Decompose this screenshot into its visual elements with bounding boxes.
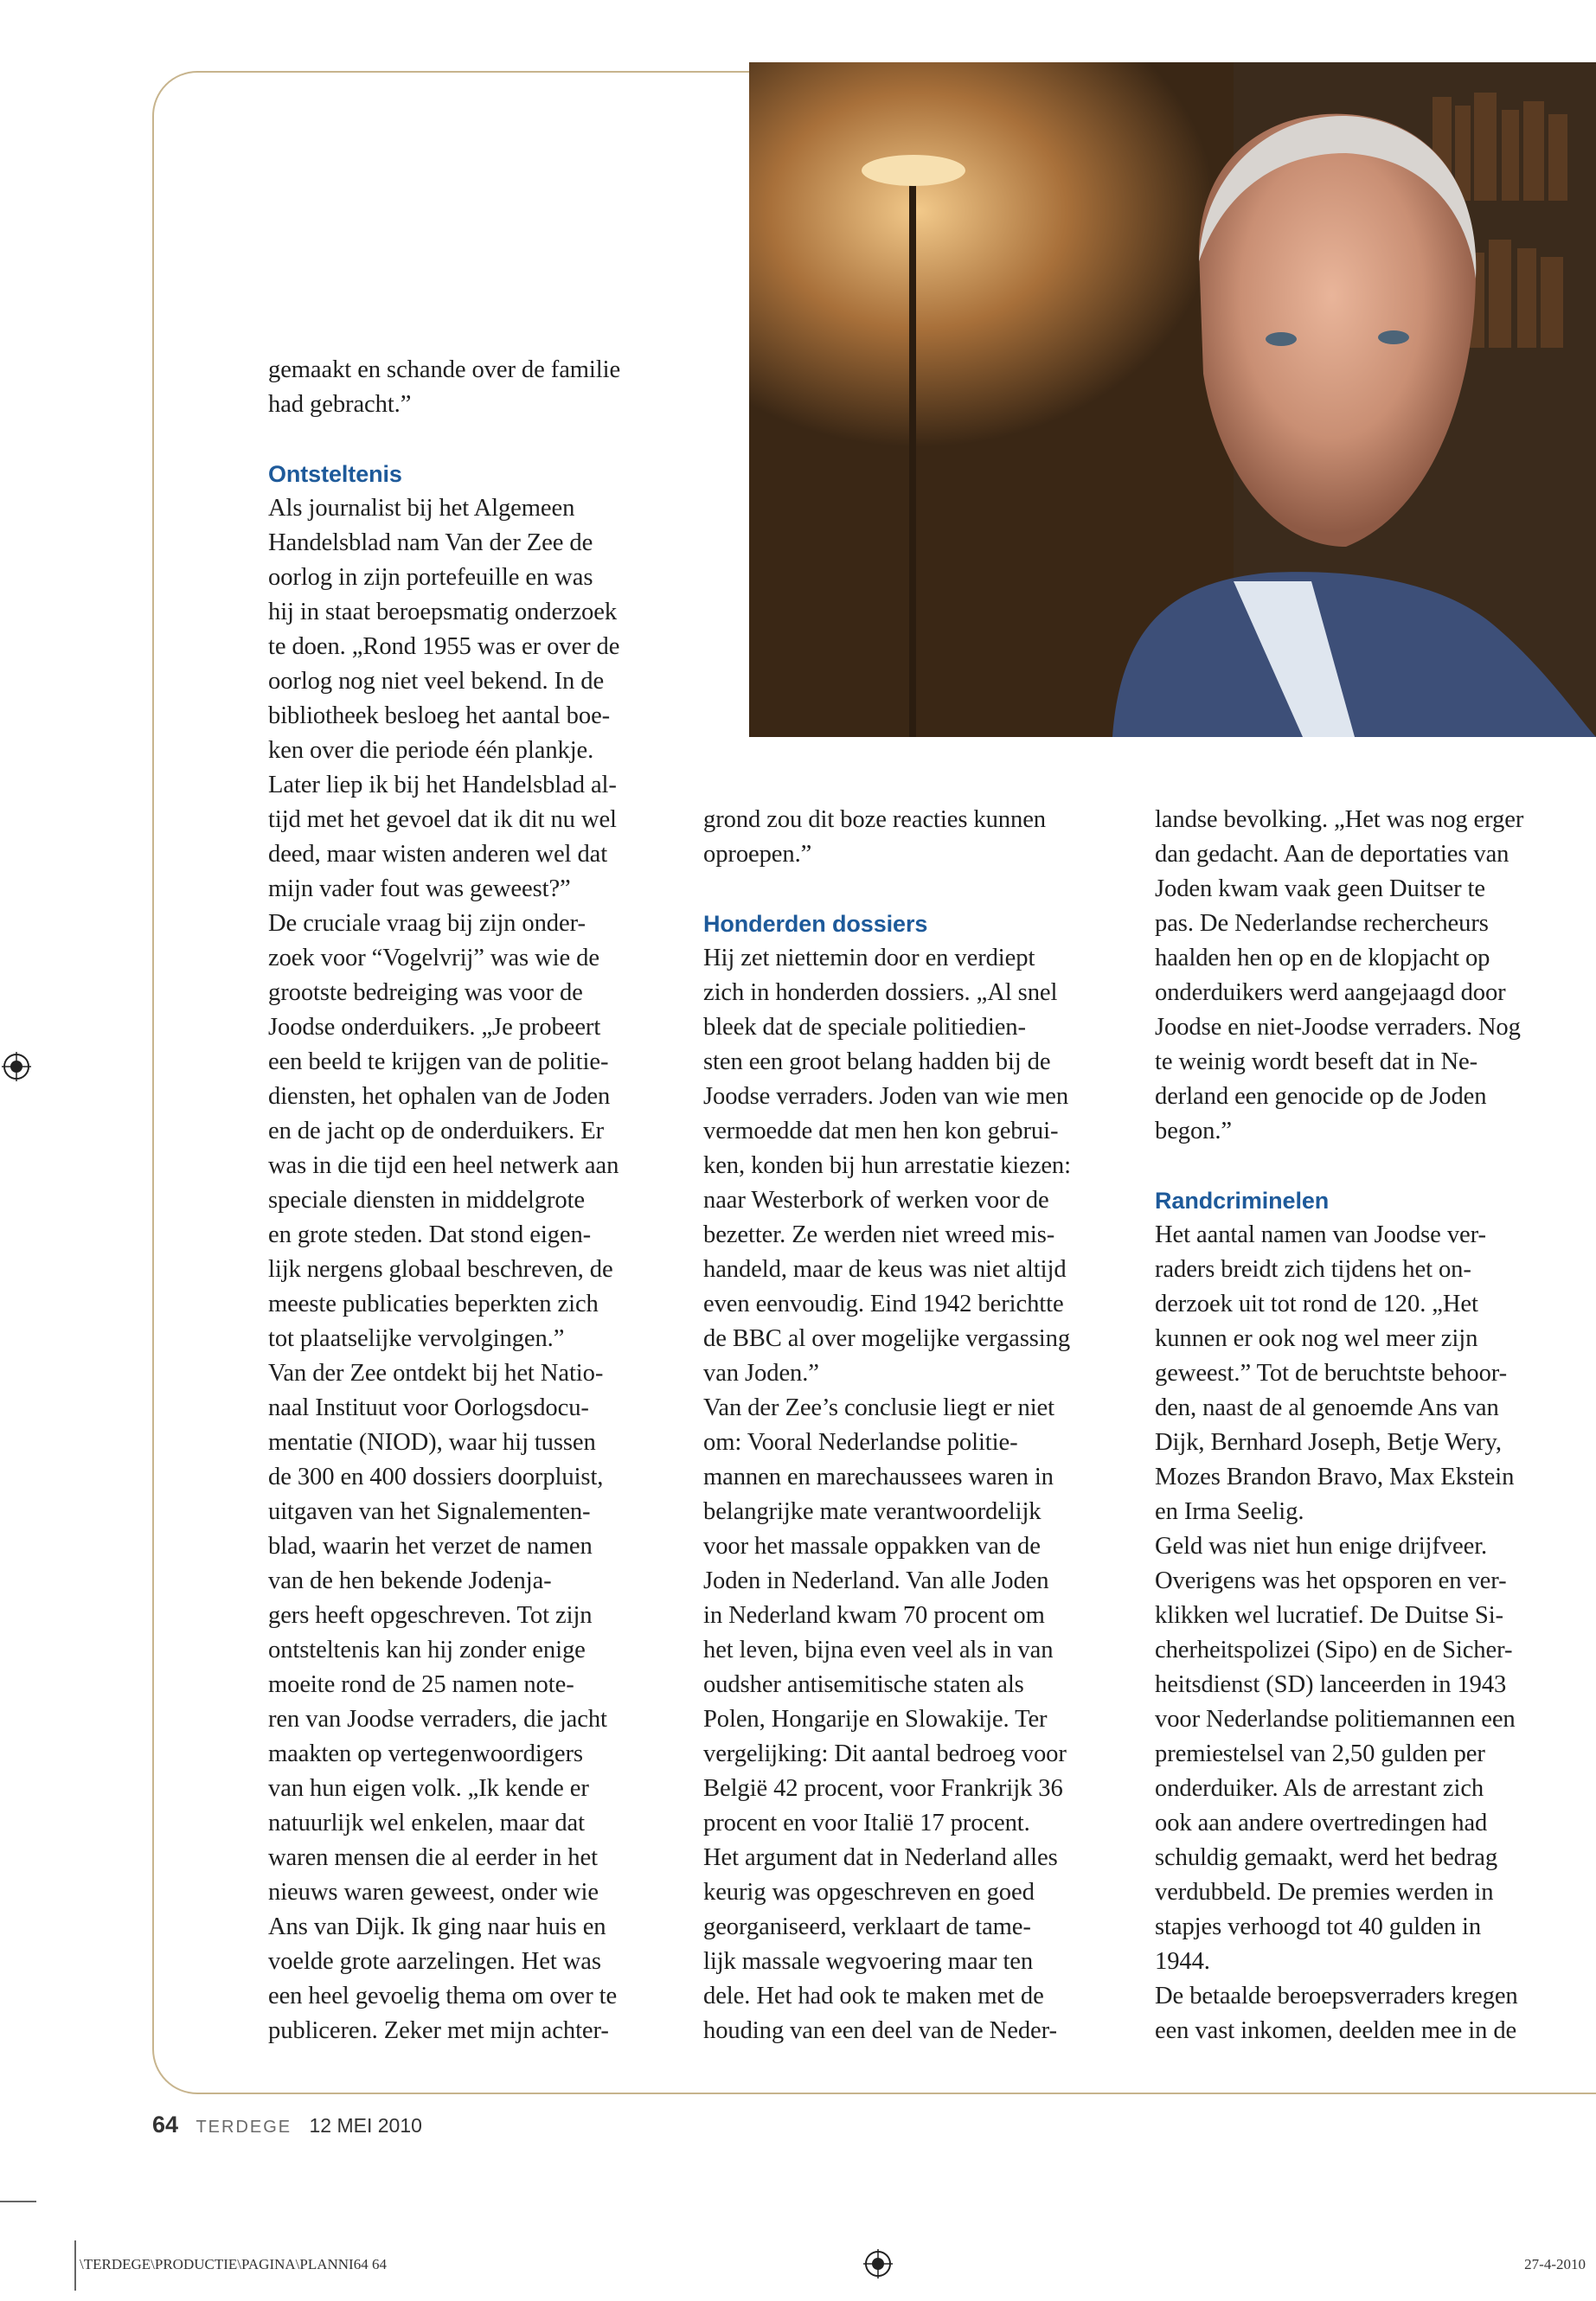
text-line: landse bevolking. „Het was nog erger (1155, 806, 1524, 833)
text-line: mentatie (NIOD), waar hij tussen (268, 1429, 596, 1456)
page-footer (152, 2107, 422, 2142)
text-line: dan gedacht. Aan de deportaties van (1155, 841, 1509, 868)
text-line: te doen. „Rond 1955 was er over de (268, 633, 620, 660)
text-line: schuldig gemaakt, werd het bedrag (1155, 1844, 1498, 1871)
text-line: naal Instituut voor Oorlogsdocu- (268, 1394, 589, 1421)
text-line: gers heeft opgeschreven. Tot zijn (268, 1602, 593, 1629)
text-line: ontsteltenis kan hij zonder enige (268, 1637, 586, 1663)
text-line: voelde grote aarzelingen. Het was (268, 1948, 601, 1975)
text-line: kunnen er ook nog wel meer zijn (1155, 1325, 1478, 1352)
text-line: had gebracht.” (268, 391, 412, 418)
text-line: Joodse verraders. Joden van wie men (703, 1083, 1069, 1110)
text-line: Van der Zee’s conclusie liegt er niet (703, 1394, 1054, 1421)
text-line: te weinig wordt beseft dat in Ne- (1155, 1048, 1478, 1075)
text-line: Joden kwam vaak geen Duitser te (1155, 875, 1485, 902)
text-line: voor het massale oppakken van de (703, 1533, 1041, 1560)
text-line: lijk massale wegvoering maar ten (703, 1948, 1034, 1975)
text-line: een heel gevoelig thema om over te (268, 1983, 618, 2009)
portrait-photo-graphic (749, 62, 1596, 737)
text-line: grond zou dit boze reacties kunnen (703, 806, 1046, 833)
text-line: Het aantal namen van Joodse ver- (1155, 1221, 1486, 1248)
text-line: maakten op vertegenwoordigers (268, 1740, 583, 1767)
text-line: om: Vooral Nederlandse politie- (703, 1429, 1018, 1456)
text-line: stapjes verhoogd tot 40 gulden in (1155, 1913, 1482, 1940)
text-line: lijk nergens globaal beschreven, de (268, 1256, 613, 1283)
text-line: en grote steden. Dat stond eigen- (268, 1221, 592, 1248)
text-line: oudsher antisemitische staten als (703, 1671, 1024, 1698)
text-line: oorlog in zijn portefeuille en was (268, 564, 593, 591)
text-line: mijn vader fout was geweest?” (268, 875, 571, 902)
text-line: de BBC al over mogelijke vergassing (703, 1325, 1071, 1352)
text-line: Hij zet niettemin door en verdiept (703, 945, 1035, 971)
section-heading: Randcriminelen (1155, 1188, 1330, 1214)
section-heading: Ontsteltenis (268, 461, 402, 487)
text-line: Geld was niet hun enige drijfveer. (1155, 1533, 1488, 1560)
text-line: premiestelsel van 2,50 gulden per (1155, 1740, 1485, 1767)
section-heading: Honderden dossiers (703, 911, 928, 937)
text-line: keurig was opgeschreven en goed (703, 1879, 1035, 1906)
text-line: naar Westerbork of werken voor de (703, 1187, 1049, 1214)
registration-mark-icon (2, 1052, 31, 1081)
text-line: houding van een deel van de Neder- (703, 2017, 1057, 2044)
registration-mark-icon (863, 2249, 893, 2279)
text-line: den, naast de al genoemde Ans van (1155, 1394, 1499, 1421)
text-line: natuurlijk wel enkelen, maar dat (268, 1810, 585, 1836)
text-line: georganiseerd, verklaart de tame- (703, 1913, 1031, 1940)
text-line: Joodse en niet-Joodse verraders. Nog (1155, 1014, 1521, 1041)
text-line: de 300 en 400 dossiers doorpluist, (268, 1464, 604, 1490)
text-line: verdubbeld. De premies werden in (1155, 1879, 1494, 1906)
text-line: deed, maar wisten anderen wel dat (268, 841, 608, 868)
text-line: ook aan andere overtredingen had (1155, 1810, 1488, 1836)
text-line: een vast inkomen, deelden mee in de (1155, 2017, 1517, 2044)
text-line: raders breidt zich tijdens het on- (1155, 1256, 1471, 1283)
text-line: cherheitspolizei (Sipo) en de Sicher- (1155, 1637, 1513, 1663)
text-line: Dijk, Bernhard Joseph, Betje Wery, (1155, 1429, 1502, 1456)
text-line: begon.” (1155, 1118, 1233, 1144)
text-line: Het argument dat in Nederland alles (703, 1844, 1058, 1871)
text-line: mannen en marechaussees waren in (703, 1464, 1054, 1490)
text-line: speciale diensten in middelgrote (268, 1187, 586, 1214)
text-line: zoek voor “Vogelvrij” was wie de (268, 945, 599, 971)
text-line: en Irma Seelig. (1155, 1498, 1304, 1525)
text-line: nieuws waren geweest, onder wie (268, 1879, 599, 1906)
text-line: Polen, Hongarije en Slowakije. Ter (703, 1706, 1048, 1733)
text-line: procent en voor Italië 17 procent. (703, 1810, 1030, 1836)
text-line: Mozes Brandon Bravo, Max Ekstein (1155, 1464, 1515, 1490)
text-line: onderduiker. Als de arrestant zich (1155, 1775, 1484, 1802)
text-line: hij in staat beroepsmatig onderzoek (268, 599, 618, 625)
text-line: grootste bedreiging was voor de (268, 979, 583, 1006)
issue-date: 12 MEI 2010 (309, 2114, 422, 2137)
text-line: van hun eigen volk. „Ik kende er (268, 1775, 589, 1802)
text-line: diensten, het ophalen van de Joden (268, 1083, 611, 1110)
text-line: uitgaven van het Signalementen- (268, 1498, 591, 1525)
paragraph-gap (1155, 1149, 1523, 1183)
text-line: blad, waarin het verzet de namen (268, 1533, 593, 1560)
text-line: pas. De Nederlandse rechercheurs (1155, 910, 1489, 937)
text-line: van de hen bekende Jodenja- (268, 1567, 552, 1594)
text-line: waren mensen die al eerder in het (268, 1844, 598, 1871)
text-line: Later liep ik bij het Handelsblad al- (268, 772, 617, 798)
text-line: klikken wel lucratief. De Duitse Si- (1155, 1602, 1503, 1629)
paragraph-gap (703, 872, 1071, 907)
text-line: De betaalde beroepsverraders kregen (1155, 1983, 1518, 2009)
text-line: vermoedde dat men hen kon gebrui- (703, 1118, 1059, 1144)
text-line: 1944. (1155, 1948, 1210, 1975)
text-column-1 (268, 353, 620, 2048)
text-line: bleek dat de speciale politiedien- (703, 1014, 1026, 1041)
text-line: Joden in Nederland. Van alle Joden (703, 1567, 1049, 1594)
text-line: oorlog nog niet veel bekend. In de (268, 668, 605, 695)
text-line: was in die tijd een heel netwerk aan (268, 1152, 619, 1179)
text-line: meeste publicaties beperkten zich (268, 1291, 599, 1317)
text-line: en de jacht op de onderduikers. Er (268, 1118, 605, 1144)
text-line: tot plaatselijke vervolgingen.” (268, 1325, 565, 1352)
slug-date: 27-4-2010 (1524, 2256, 1586, 2272)
text-line: Van der Zee ontdekt bij het Natio- (268, 1360, 604, 1387)
crop-mark (74, 2240, 76, 2291)
magazine-name: TERDEGE (195, 2118, 292, 2137)
text-line: publiceren. Zeker met mijn achter- (268, 2017, 609, 2044)
text-column-2 (703, 803, 1071, 2048)
text-line: derzoek uit tot rond de 120. „Het (1155, 1291, 1478, 1317)
text-line: geweest.” Tot de beruchtste behoor- (1155, 1360, 1508, 1387)
text-line: ken over die periode één plankje. (268, 737, 594, 764)
text-line: moeite rond de 25 namen note- (268, 1671, 574, 1698)
text-line: Ans van Dijk. Ik ging naar huis en (268, 1913, 606, 1940)
text-line: sten een groot belang hadden bij de (703, 1048, 1051, 1075)
text-line: belangrijke mate verantwoordelijk (703, 1498, 1042, 1525)
text-line: haalden hen op en de klopjacht op (1155, 945, 1490, 971)
text-line: het leven, bijna even veel als in van (703, 1637, 1054, 1663)
text-line: even eenvoudig. Eind 1942 berichtte (703, 1291, 1064, 1317)
text-line: De cruciale vraag bij zijn onder- (268, 910, 586, 937)
crop-mark (0, 2201, 36, 2202)
text-line: onderduikers werd aangejaagd door (1155, 979, 1506, 1006)
text-line: van Joden.” (703, 1360, 819, 1387)
text-line: handeld, maar de keus was niet altijd (703, 1256, 1067, 1283)
portrait-photo (749, 62, 1596, 737)
text-line: oproepen.” (703, 841, 812, 868)
text-line: dele. Het had ook te maken met de (703, 1983, 1044, 2009)
page-number: 64 (152, 2112, 179, 2138)
text-line: ken, konden bij hun arrestatie kiezen: (703, 1152, 1071, 1179)
text-line: bezetter. Ze werden niet wreed mis- (703, 1221, 1055, 1248)
text-line: derland een genocide op de Joden (1155, 1083, 1487, 1110)
text-line: zich in honderden dossiers. „Al snel (703, 979, 1058, 1006)
text-line: Overigens was het opsporen en ver- (1155, 1567, 1507, 1594)
text-column-3 (1155, 803, 1523, 2048)
text-line: heitsdienst (SD) lanceerden in 1943 (1155, 1671, 1507, 1698)
slug-path: \TERDEGE\PRODUCTIE\PAGINA\PLANNI64 64 (80, 2256, 387, 2272)
text-line: bibliotheek besloeg het aantal boe- (268, 702, 611, 729)
text-line: gemaakt en schande over de familie (268, 356, 621, 383)
text-line: vergelijking: Dit aantal bedroeg voor (703, 1740, 1067, 1767)
text-line: een beeld te krijgen van de politie- (268, 1048, 609, 1075)
text-line: Handelsblad nam Van der Zee de (268, 529, 593, 556)
text-line: België 42 procent, voor Frankrijk 36 (703, 1775, 1063, 1802)
text-line: tijd met het gevoel dat ik dit nu wel (268, 806, 617, 833)
text-line: Als journalist bij het Algemeen (268, 495, 575, 522)
text-line: Joodse onderduikers. „Je probeert (268, 1014, 601, 1041)
text-line: in Nederland kwam 70 procent om (703, 1602, 1045, 1629)
text-line: voor Nederlandse politiemannen een (1155, 1706, 1516, 1733)
text-line: ren van Joodse verraders, die jacht (268, 1706, 607, 1733)
paragraph-gap (268, 422, 620, 457)
